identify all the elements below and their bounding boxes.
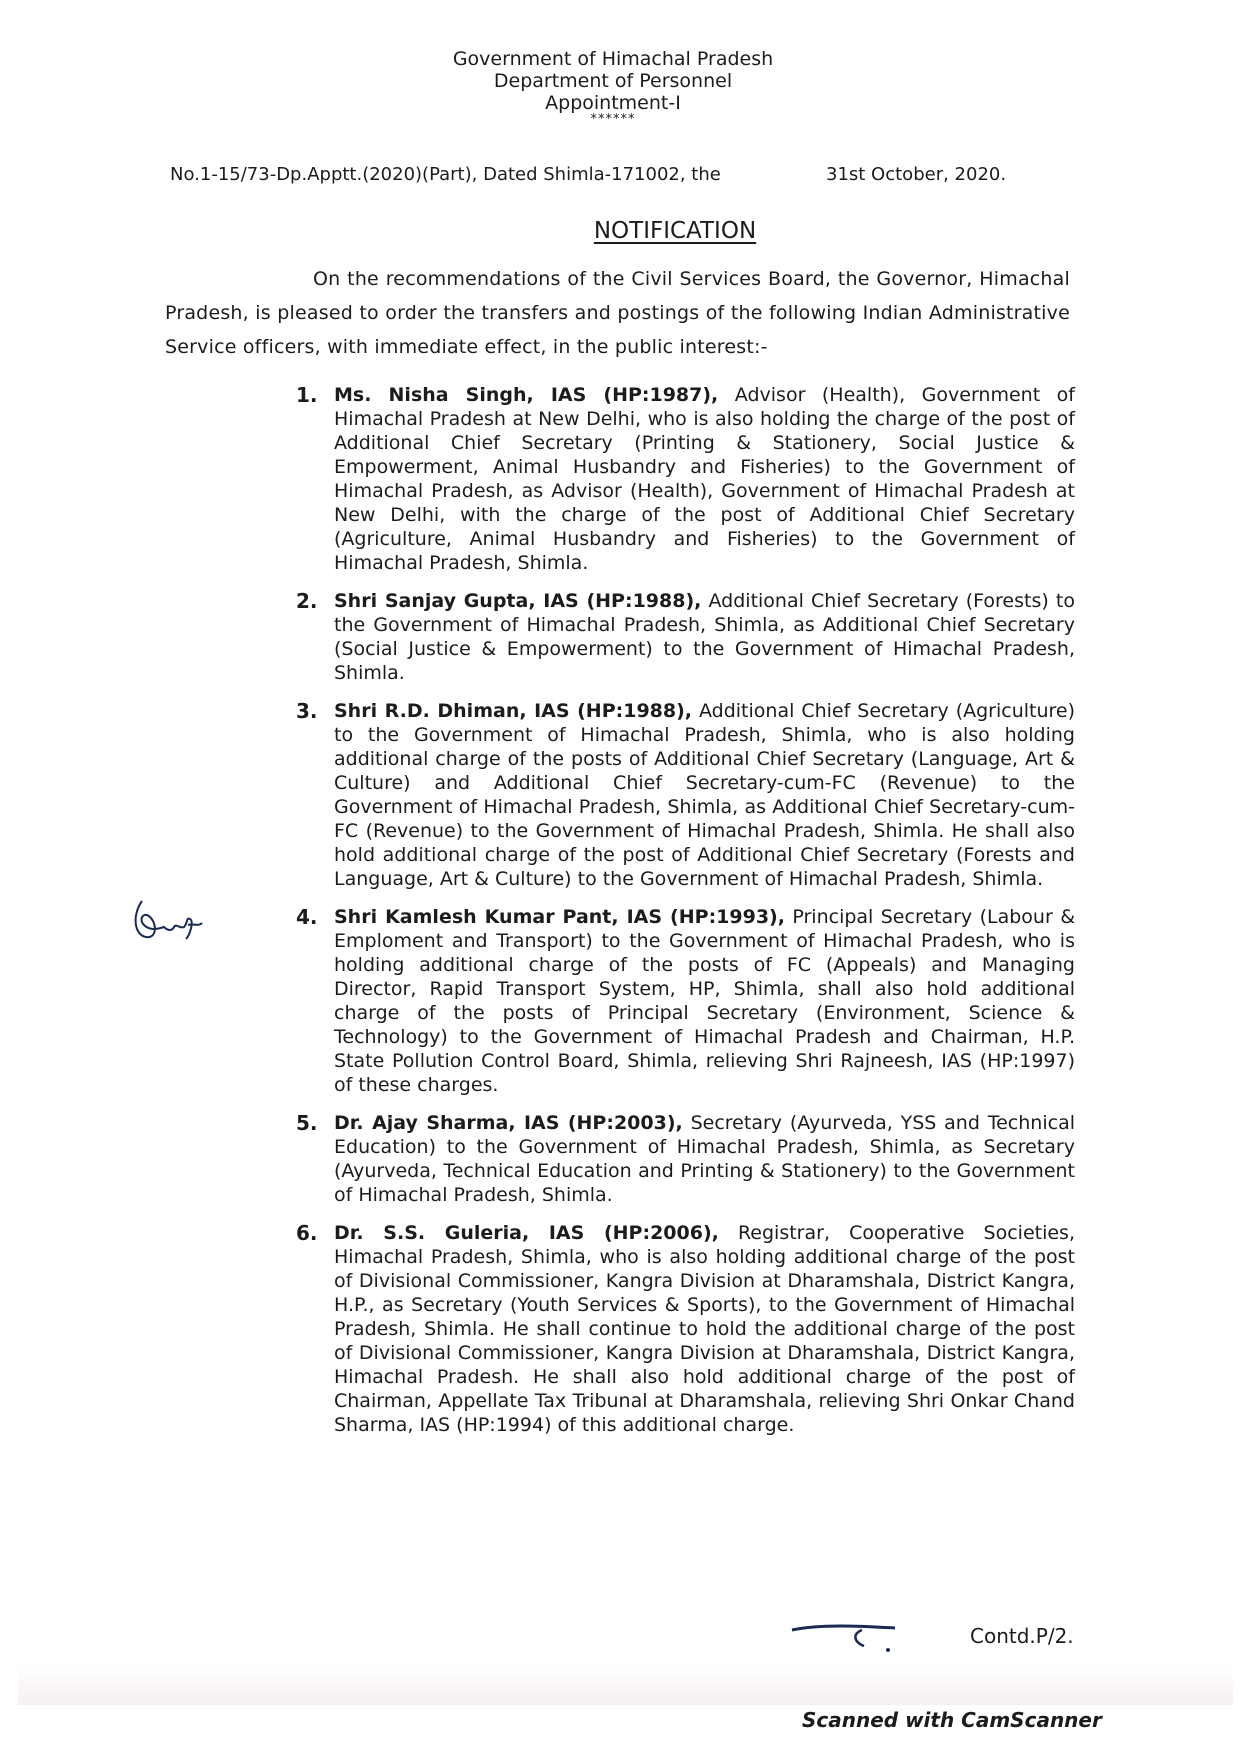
- reference-line: [170, 164, 1030, 185]
- order-item-text: Additional Chief Secretary (Forests) to the Government of Himachal Pradesh, Shimla, as Additional Chief Secretary (Social Justice & Empowerment) to the Government of Himachal Pradesh, Shimla.: [334, 590, 1075, 684]
- order-item-number: 1.: [296, 383, 318, 407]
- order-item-text: Registrar, Cooperative Societies, Himachal Pradesh, Shimla, who is also holding additional charge of the post of Divisional Commissioner, Kangra Division at Dharamshala, District Kangra, H.P., as Secretary (Youth Services & Sports), to the Government of Himachal Pradesh, Shimla. He shall continue to hold the additional charge of the post of Divisional Commissioner, Kangra Division at Dharamshala, District Kangra, Himachal Pradesh. He shall also hold additional charge of the post of Chairman, Appellate Tax Tribunal at Dharamshala, relieving Shri Onkar Chand Sharma, IAS (HP:1994) of this additional charge.: [334, 1222, 1075, 1436]
- order-item-text: Additional Chief Secretary (Agriculture) to the Government of Himachal Pradesh, Shimla, who is also holding additional charge of the posts of Additional Chief Secretary (Language, Art & Culture) and Additional Chief Secretary-cum-FC (Revenue) to the Government of Himachal Pradesh, Shimla, as Additional Chief Secretary-cum-FC (Revenue) to the Government of Himachal Pradesh, Shimla. He shall also hold additional charge of the post of Additional Chief Secretary (Forests and Language, Art & Culture) to the Government of Himachal Pradesh, Shimla.: [334, 700, 1076, 890]
- notification-title: [0, 218, 1240, 244]
- signature-mark-icon: [790, 1620, 900, 1660]
- letterhead: [0, 48, 1240, 126]
- order-item: [290, 589, 1075, 685]
- department-name: Department of Personnel: [493, 70, 733, 92]
- continued-marker: Contd.P/2.: [970, 1624, 1074, 1648]
- order-item-text: Advisor (Health), Government of Himachal Pradesh at New Delhi, who is also holding the charge of the post of Additional Chief Secretary (Printing & Stationery, Social Justice & Empowerment, Animal Husbandry and Fisheries) to the Government of Himachal Pradesh, as Advisor (Health), Government of Himachal Pradesh at New Delhi, with the charge of the post of Additional Chief Secretary (Agriculture, Animal Husbandry and Fisheries) to the Government of Himachal Pradesh, Shimla.: [334, 384, 1075, 574]
- intro-paragraph: On the recommendations of the Civil Services Board, the Governor, Himachal Pradesh, is pleased to order the transfers and postings of the following Indian Administrative Service officers, with immediate effect, in the public interest:-: [165, 268, 1070, 358]
- order-item-number: 2.: [296, 589, 318, 613]
- order-item-text: Secretary (Ayurveda, YSS and Technical Education) to the Government of Himachal Pradesh, Shimla, as Secretary (Ayurveda, Technical Education and Printing & Stationery) to the Government of Himachal Pradesh, Shimla.: [334, 1112, 1075, 1206]
- order-item: [290, 699, 1075, 891]
- officer-name: Shri Kamlesh Kumar Pant, IAS (HP:1993),: [334, 906, 785, 928]
- scan-edge-band: [18, 1665, 1233, 1705]
- order-list: [290, 383, 1075, 1451]
- officer-name: Dr. Ajay Sharma, IAS (HP:2003),: [334, 1112, 683, 1134]
- title-text: NOTIFICATION: [593, 218, 757, 244]
- officer-name: Shri Sanjay Gupta, IAS (HP:1988),: [334, 590, 702, 612]
- order-item-number: 4.: [296, 905, 318, 929]
- reference-number: No.1-15/73-Dp.Apptt.(2020)(Part), Dated Shimla-171002, the: [170, 164, 721, 185]
- order-item-number: 5.: [296, 1111, 318, 1135]
- separator-stars: ******: [590, 112, 636, 127]
- officer-name: Dr. S.S. Guleria, IAS (HP:2006),: [334, 1222, 719, 1244]
- officer-name: Ms. Nisha Singh, IAS (HP:1987),: [334, 384, 719, 406]
- government-name: Government of Himachal Pradesh: [452, 48, 774, 70]
- order-item-number: 6.: [296, 1221, 318, 1245]
- order-item: [290, 1111, 1075, 1207]
- section-name: Appointment-I: [545, 92, 681, 114]
- initials-signature-icon: [128, 895, 208, 947]
- order-item: [290, 905, 1075, 1097]
- order-item-number: 3.: [296, 699, 318, 723]
- order-item-text: Principal Secretary (Labour & Emploment and Transport) to the Government of Himachal Pradesh, who is holding additional charge of the posts of FC (Appeals) and Managing Director, Rapid Transport System, HP, Shimla, shall also hold additional charge of the posts of Principal Secretary (Environment, Science & Technology) to the Government of Himachal Pradesh and Chairman, H.P. State Pollution Control Board, Shimla, relieving Shri Rajneesh, IAS (HP:1997) of these charges.: [334, 906, 1076, 1096]
- order-item: [290, 383, 1075, 575]
- scanner-watermark: Scanned with CamScanner: [802, 1708, 1102, 1732]
- reference-date: 31st October, 2020.: [826, 164, 1007, 185]
- order-item: [290, 1221, 1075, 1437]
- officer-name: Shri R.D. Dhiman, IAS (HP:1988),: [334, 700, 693, 722]
